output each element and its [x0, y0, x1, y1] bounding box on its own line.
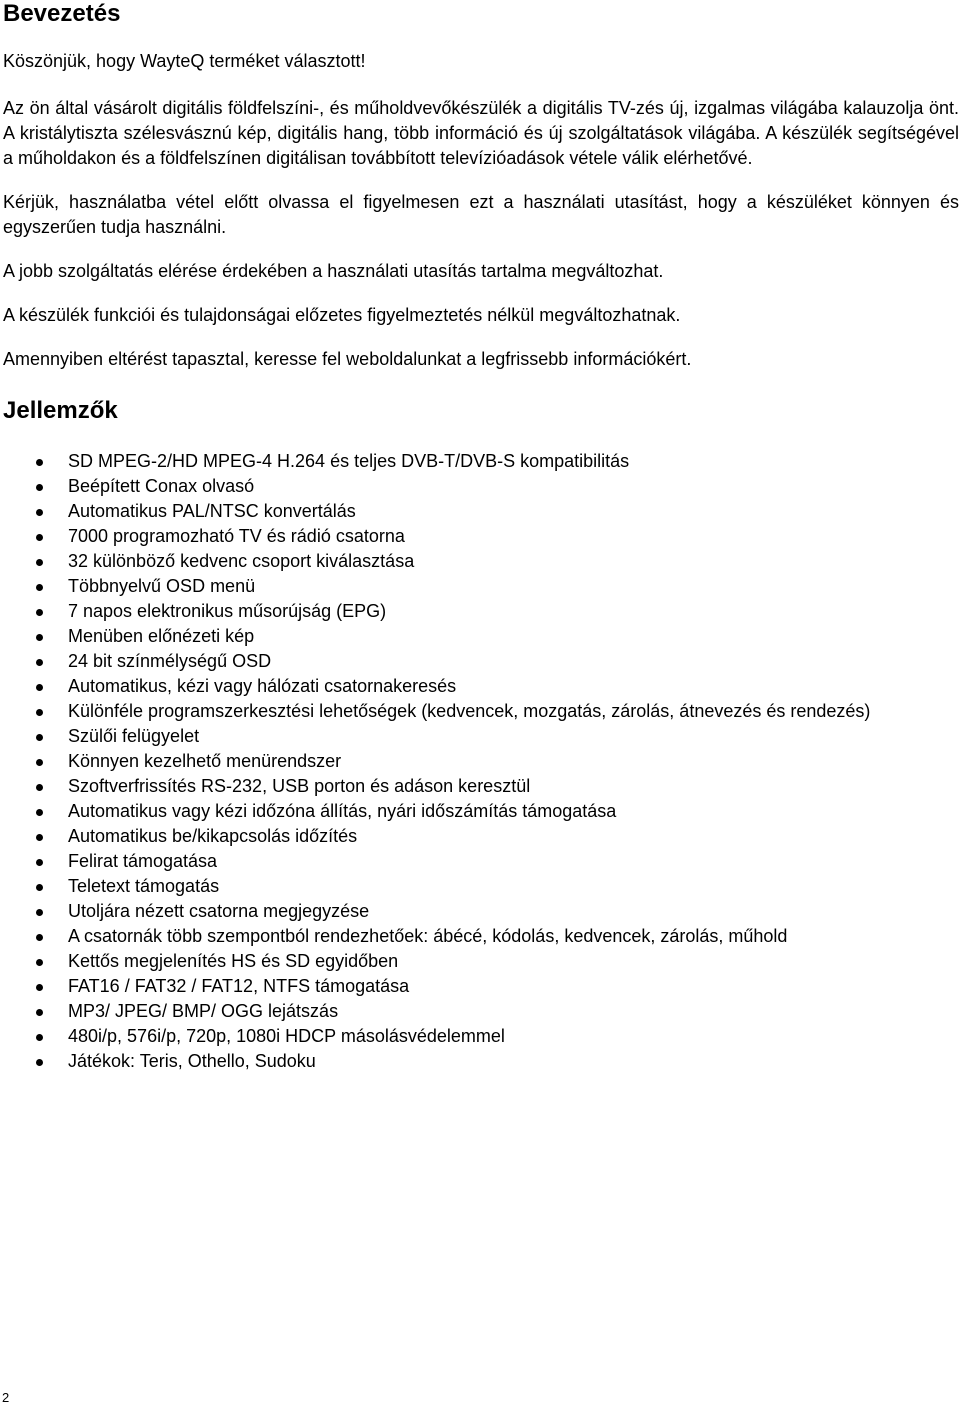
bullet-icon — [36, 809, 43, 816]
bullet-icon — [36, 984, 43, 991]
feature-text: FAT16 / FAT32 / FAT12, NTFS támogatása — [68, 976, 410, 996]
bullet-icon — [36, 634, 43, 641]
feature-text: Felirat támogatása — [68, 851, 218, 871]
feature-text: Szülői felügyelet — [68, 726, 200, 746]
feature-text: Többnyelvű OSD menü — [68, 576, 256, 596]
bullet-icon — [36, 1059, 43, 1066]
feature-list-item — [3, 949, 959, 974]
feature-list-item — [3, 674, 959, 699]
intro-heading: Bevezetés — [3, 0, 121, 27]
bullet-icon — [36, 709, 43, 716]
feature-list-item — [3, 1024, 959, 1049]
feature-list-item — [3, 749, 959, 774]
feature-text: A csatornák több szempontból rendezhetőek: ábécé, kódolás, kedvencek, zárolás, műhold — [68, 926, 788, 946]
bullet-icon — [36, 834, 43, 841]
feature-list-item — [3, 899, 959, 924]
feature-text: Automatikus PAL/NTSC konvertálás — [68, 501, 356, 521]
bullet-icon — [36, 934, 43, 941]
feature-list-item — [3, 724, 959, 749]
bullet-icon — [36, 859, 43, 866]
feature-list-item — [3, 449, 959, 474]
feature-text: Kettős megjelenítés HS és SD egyidőben — [68, 951, 399, 971]
feature-text: 32 különböző kedvenc csoport kiválasztása — [68, 551, 415, 571]
feature-list-item — [3, 874, 959, 899]
intro-paragraph-3: A jobb szolgáltatás elérése érdekében a használati utasítás tartalma megváltozhat. — [3, 261, 664, 281]
feature-list-item — [3, 499, 959, 524]
features-list — [3, 449, 959, 1074]
bullet-icon — [36, 559, 43, 566]
feature-text: Teletext támogatás — [68, 876, 220, 896]
feature-text: Különféle programszerkesztési lehetőségek (kedvencek, mozgatás, zárolás, átnevezés és rendezés) — [68, 701, 871, 721]
feature-list-item — [3, 824, 959, 849]
feature-text: 480i/p, 576i/p, 720p, 1080i HDCP másolásvédelemmel — [68, 1026, 505, 1046]
bullet-icon — [36, 484, 43, 491]
feature-list-item — [3, 774, 959, 799]
feature-text: Utoljára nézett csatorna megjegyzése — [68, 901, 370, 921]
bullet-icon — [36, 1034, 43, 1041]
thanks-paragraph: Köszönjük, hogy WayteQ terméket választott! — [3, 51, 366, 71]
feature-list-item — [3, 1049, 959, 1074]
feature-text: Szoftverfrissítés RS-232, USB porton és adáson keresztül — [68, 776, 531, 796]
bullet-icon — [36, 759, 43, 766]
page-number: 2 — [2, 1390, 10, 1405]
bullet-icon — [36, 459, 43, 466]
feature-list-item — [3, 574, 959, 599]
feature-text: Beépített Conax olvasó — [68, 476, 255, 496]
feature-list-item — [3, 524, 959, 549]
document-page — [3, 0, 959, 1074]
feature-text: Automatikus be/kikapcsolás időzítés — [68, 826, 358, 846]
intro-paragraph-2: Kérjük, használatba vétel előtt olvassa el figyelmesen ezt a használati utasítást, hogy a készüléket könnyen és egyszerűen tudja használni. — [3, 192, 959, 237]
feature-list-item — [3, 649, 959, 674]
bullet-icon — [36, 884, 43, 891]
bullet-icon — [36, 1009, 43, 1016]
feature-list-item — [3, 474, 959, 499]
bullet-icon — [36, 909, 43, 916]
bullet-icon — [36, 959, 43, 966]
bullet-icon — [36, 609, 43, 616]
feature-text: Automatikus, kézi vagy hálózati csatornakeresés — [68, 676, 457, 696]
intro-paragraph-1: Az ön által vásárolt digitális földfelszíni-, és műholdvevőkészülék a digitális TV-zés új, izgalmas világába kalauzolja önt. A kristálytiszta szélesvásznú kép, digitális hang, több információ és új szolgáltatások világába. A készülék segítségével a műholdakon és a földfelszínen digitálisan továbbított televízióadások vétele válik elérhetővé. — [3, 98, 959, 168]
feature-list-item — [3, 699, 959, 724]
bullet-icon — [36, 684, 43, 691]
features-heading: Jellemzők — [3, 397, 118, 424]
feature-text: 7000 programozható TV és rádió csatorna — [68, 526, 405, 546]
intro-paragraph-4: A készülék funkciói és tulajdonságai előzetes figyelmeztetés nélkül megváltozhatnak. — [3, 305, 681, 325]
feature-text: 7 napos elektronikus műsorújság (EPG) — [68, 601, 387, 621]
bullet-icon — [36, 659, 43, 666]
feature-list-item — [3, 849, 959, 874]
feature-text: SD MPEG-2/HD MPEG-4 H.264 és teljes DVB-T/DVB-S kompatibilitás — [68, 451, 630, 471]
feature-text: Játékok: Teris, Othello, Sudoku — [68, 1051, 316, 1071]
feature-list-item — [3, 999, 959, 1024]
feature-list-item — [3, 549, 959, 574]
feature-text: Menüben előnézeti kép — [68, 626, 255, 646]
bullet-icon — [36, 509, 43, 516]
bullet-icon — [36, 584, 43, 591]
feature-list-item — [3, 924, 959, 949]
feature-list-item — [3, 974, 959, 999]
feature-text: 24 bit színmélységű OSD — [68, 651, 272, 671]
feature-text: MP3/ JPEG/ BMP/ OGG lejátszás — [68, 1001, 339, 1021]
bullet-icon — [36, 784, 43, 791]
feature-text: Automatikus vagy kézi időzóna állítás, nyári időszámítás támogatása — [68, 801, 617, 821]
feature-list-item — [3, 624, 959, 649]
feature-list-item — [3, 599, 959, 624]
feature-list-item — [3, 799, 959, 824]
bullet-icon — [36, 534, 43, 541]
intro-paragraph-5: Amennyiben eltérést tapasztal, keresse fel weboldalunkat a legfrissebb információkért. — [3, 349, 692, 369]
bullet-icon — [36, 734, 43, 741]
feature-text: Könnyen kezelhető menürendszer — [68, 751, 342, 771]
